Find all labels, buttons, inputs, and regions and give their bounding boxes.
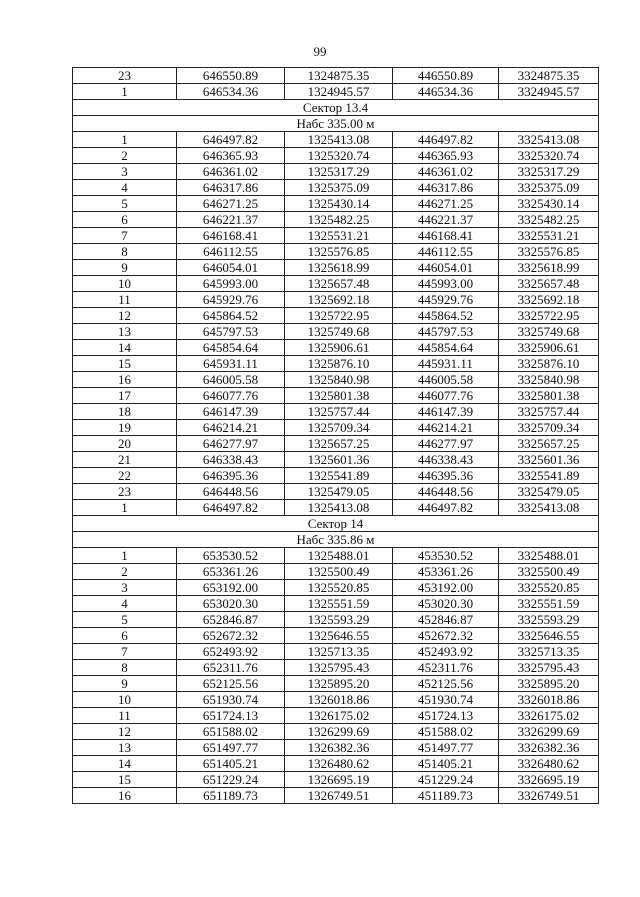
point-number-cell: 1 — [73, 500, 177, 516]
x-coordinate-cell: 652672.32 — [177, 628, 285, 644]
sector-elevation-row — [73, 116, 599, 132]
y-coordinate-cell: 1325713.35 — [285, 644, 393, 660]
table-row — [73, 596, 599, 612]
point-number-cell: 16 — [73, 372, 177, 388]
x-local-cell: 445854.64 — [393, 340, 499, 356]
x-coordinate-cell: 652125.56 — [177, 676, 285, 692]
x-local-cell: 446168.41 — [393, 228, 499, 244]
y-local-cell: 3325692.18 — [499, 292, 599, 308]
point-number-cell: 18 — [73, 404, 177, 420]
point-number-cell: 7 — [73, 644, 177, 660]
y-local-cell: 3325479.05 — [499, 484, 599, 500]
x-local-cell: 445931.11 — [393, 356, 499, 372]
x-coordinate-cell: 646497.82 — [177, 132, 285, 148]
y-local-cell: 3325413.08 — [499, 500, 599, 516]
x-coordinate-cell: 652311.76 — [177, 660, 285, 676]
table-row — [73, 756, 599, 772]
y-local-cell: 3325488.01 — [499, 548, 599, 564]
point-number-cell: 12 — [73, 724, 177, 740]
y-coordinate-cell: 1325576.85 — [285, 244, 393, 260]
x-local-cell: 446005.58 — [393, 372, 499, 388]
y-local-cell: 3326175.02 — [499, 708, 599, 724]
table-row — [73, 404, 599, 420]
point-number-cell: 19 — [73, 420, 177, 436]
y-local-cell: 3325876.10 — [499, 356, 599, 372]
x-local-cell: 446395.36 — [393, 468, 499, 484]
point-number-cell: 11 — [73, 708, 177, 724]
point-number-cell: 6 — [73, 628, 177, 644]
point-number-cell: 14 — [73, 756, 177, 772]
x-coordinate-cell: 651724.13 — [177, 708, 285, 724]
x-coordinate-cell: 645993.00 — [177, 276, 285, 292]
y-local-cell: 3325657.48 — [499, 276, 599, 292]
point-number-cell: 23 — [73, 484, 177, 500]
y-local-cell: 3325413.08 — [499, 132, 599, 148]
x-coordinate-cell: 646077.76 — [177, 388, 285, 404]
point-number-cell: 17 — [73, 388, 177, 404]
y-coordinate-cell: 1325479.05 — [285, 484, 393, 500]
table-row — [73, 580, 599, 596]
point-number-cell: 4 — [73, 596, 177, 612]
table-row — [73, 132, 599, 148]
y-local-cell: 3325657.25 — [499, 436, 599, 452]
sector-title: Сектор 14 — [73, 516, 599, 532]
y-coordinate-cell: 1325531.21 — [285, 228, 393, 244]
x-local-cell: 451930.74 — [393, 692, 499, 708]
x-local-cell: 453020.30 — [393, 596, 499, 612]
point-number-cell: 3 — [73, 580, 177, 596]
sector-title-row — [73, 516, 599, 532]
point-number-cell: 15 — [73, 772, 177, 788]
x-coordinate-cell: 651588.02 — [177, 724, 285, 740]
x-local-cell: 445929.76 — [393, 292, 499, 308]
y-local-cell: 3325709.34 — [499, 420, 599, 436]
sector-elevation: Набс 335.86 м — [73, 532, 599, 548]
table-row — [73, 68, 599, 84]
table-row — [73, 388, 599, 404]
x-coordinate-cell: 653192.00 — [177, 580, 285, 596]
point-number-cell: 23 — [73, 68, 177, 84]
y-local-cell: 3325320.74 — [499, 148, 599, 164]
y-coordinate-cell: 1325551.59 — [285, 596, 393, 612]
table-row — [73, 548, 599, 564]
x-local-cell: 451229.24 — [393, 772, 499, 788]
y-coordinate-cell: 1325430.14 — [285, 196, 393, 212]
table-row — [73, 180, 599, 196]
page-number: 99 — [313, 44, 327, 59]
x-local-cell: 446365.93 — [393, 148, 499, 164]
x-coordinate-cell: 646221.37 — [177, 212, 285, 228]
table-row — [73, 788, 599, 804]
x-local-cell: 446054.01 — [393, 260, 499, 276]
y-local-cell: 3325713.35 — [499, 644, 599, 660]
y-coordinate-cell: 1325657.48 — [285, 276, 393, 292]
y-local-cell: 3325795.43 — [499, 660, 599, 676]
x-local-cell: 451588.02 — [393, 724, 499, 740]
y-local-cell: 3326749.51 — [499, 788, 599, 804]
y-coordinate-cell: 1325375.09 — [285, 180, 393, 196]
table-row — [73, 340, 599, 356]
y-coordinate-cell: 1325895.20 — [285, 676, 393, 692]
y-local-cell: 3325618.99 — [499, 260, 599, 276]
table-row — [73, 708, 599, 724]
y-local-cell: 3325722.95 — [499, 308, 599, 324]
x-coordinate-cell: 646365.93 — [177, 148, 285, 164]
y-coordinate-cell: 1325709.34 — [285, 420, 393, 436]
table-row — [73, 196, 599, 212]
point-number-cell: 1 — [73, 132, 177, 148]
x-coordinate-cell: 645929.76 — [177, 292, 285, 308]
table-row — [73, 564, 599, 580]
y-coordinate-cell: 1325749.68 — [285, 324, 393, 340]
table-row — [73, 372, 599, 388]
y-coordinate-cell: 1325757.44 — [285, 404, 393, 420]
x-coordinate-cell: 646448.56 — [177, 484, 285, 500]
y-local-cell: 3325646.55 — [499, 628, 599, 644]
x-local-cell: 451497.77 — [393, 740, 499, 756]
y-local-cell: 3325757.44 — [499, 404, 599, 420]
point-number-cell: 7 — [73, 228, 177, 244]
x-coordinate-cell: 646168.41 — [177, 228, 285, 244]
x-coordinate-cell: 651497.77 — [177, 740, 285, 756]
x-local-cell: 446112.55 — [393, 244, 499, 260]
y-local-cell: 3325317.29 — [499, 164, 599, 180]
x-local-cell: 445864.52 — [393, 308, 499, 324]
x-coordinate-cell: 646147.39 — [177, 404, 285, 420]
y-coordinate-cell: 1325876.10 — [285, 356, 393, 372]
y-coordinate-cell: 1325413.08 — [285, 132, 393, 148]
table-row — [73, 164, 599, 180]
y-coordinate-cell: 1325801.38 — [285, 388, 393, 404]
x-coordinate-cell: 645797.53 — [177, 324, 285, 340]
y-local-cell: 3325551.59 — [499, 596, 599, 612]
y-local-cell: 3325576.85 — [499, 244, 599, 260]
x-local-cell: 452846.87 — [393, 612, 499, 628]
x-coordinate-cell: 646395.36 — [177, 468, 285, 484]
point-number-cell: 13 — [73, 324, 177, 340]
table-row — [73, 452, 599, 468]
point-number-cell: 4 — [73, 180, 177, 196]
table-row — [73, 324, 599, 340]
point-number-cell: 1 — [73, 548, 177, 564]
y-coordinate-cell: 1325500.49 — [285, 564, 393, 580]
point-number-cell: 14 — [73, 340, 177, 356]
x-local-cell: 446550.89 — [393, 68, 499, 84]
y-coordinate-cell: 1326175.02 — [285, 708, 393, 724]
x-coordinate-cell: 651229.24 — [177, 772, 285, 788]
y-coordinate-cell: 1326299.69 — [285, 724, 393, 740]
y-local-cell: 3325482.25 — [499, 212, 599, 228]
x-coordinate-cell: 651930.74 — [177, 692, 285, 708]
x-local-cell: 446361.02 — [393, 164, 499, 180]
coordinates-table — [72, 67, 599, 804]
point-number-cell: 6 — [73, 212, 177, 228]
x-local-cell: 446497.82 — [393, 132, 499, 148]
y-coordinate-cell: 1326382.36 — [285, 740, 393, 756]
y-local-cell: 3325601.36 — [499, 452, 599, 468]
y-coordinate-cell: 1326695.19 — [285, 772, 393, 788]
x-local-cell: 446317.86 — [393, 180, 499, 196]
point-number-cell: 10 — [73, 692, 177, 708]
x-coordinate-cell: 646497.82 — [177, 500, 285, 516]
x-local-cell: 446497.82 — [393, 500, 499, 516]
y-local-cell: 3325500.49 — [499, 564, 599, 580]
point-number-cell: 8 — [73, 660, 177, 676]
y-coordinate-cell: 1325840.98 — [285, 372, 393, 388]
point-number-cell: 21 — [73, 452, 177, 468]
y-coordinate-cell: 1326480.62 — [285, 756, 393, 772]
y-coordinate-cell: 1325488.01 — [285, 548, 393, 564]
sector-title: Сектор 13.4 — [73, 100, 599, 116]
x-coordinate-cell: 646550.89 — [177, 68, 285, 84]
table-row — [73, 244, 599, 260]
y-coordinate-cell: 1325413.08 — [285, 500, 393, 516]
x-coordinate-cell: 652493.92 — [177, 644, 285, 660]
x-local-cell: 451189.73 — [393, 788, 499, 804]
table-row — [73, 276, 599, 292]
y-coordinate-cell: 1325722.95 — [285, 308, 393, 324]
point-number-cell: 2 — [73, 148, 177, 164]
y-local-cell: 3325541.89 — [499, 468, 599, 484]
y-local-cell: 3325840.98 — [499, 372, 599, 388]
table-row — [73, 228, 599, 244]
y-coordinate-cell: 1325541.89 — [285, 468, 393, 484]
y-local-cell: 3325375.09 — [499, 180, 599, 196]
x-local-cell: 446214.21 — [393, 420, 499, 436]
x-local-cell: 453192.00 — [393, 580, 499, 596]
x-coordinate-cell: 645854.64 — [177, 340, 285, 356]
y-coordinate-cell: 1325657.25 — [285, 436, 393, 452]
table-row — [73, 84, 599, 100]
y-coordinate-cell: 1325520.85 — [285, 580, 393, 596]
table-row — [73, 644, 599, 660]
y-local-cell: 3326382.36 — [499, 740, 599, 756]
point-number-cell: 5 — [73, 612, 177, 628]
point-number-cell: 2 — [73, 564, 177, 580]
x-coordinate-cell: 646214.21 — [177, 420, 285, 436]
y-local-cell: 3326299.69 — [499, 724, 599, 740]
x-coordinate-cell: 646317.86 — [177, 180, 285, 196]
point-number-cell: 15 — [73, 356, 177, 372]
table-row — [73, 612, 599, 628]
x-local-cell: 446338.43 — [393, 452, 499, 468]
y-coordinate-cell: 1325906.61 — [285, 340, 393, 356]
x-local-cell: 445993.00 — [393, 276, 499, 292]
point-number-cell: 8 — [73, 244, 177, 260]
table-row — [73, 724, 599, 740]
x-coordinate-cell: 646271.25 — [177, 196, 285, 212]
x-coordinate-cell: 646277.97 — [177, 436, 285, 452]
table-row — [73, 484, 599, 500]
x-coordinate-cell: 646112.55 — [177, 244, 285, 260]
x-coordinate-cell: 651189.73 — [177, 788, 285, 804]
point-number-cell: 22 — [73, 468, 177, 484]
y-coordinate-cell: 1325482.25 — [285, 212, 393, 228]
y-local-cell: 3325749.68 — [499, 324, 599, 340]
table-row — [73, 436, 599, 452]
x-local-cell: 446534.36 — [393, 84, 499, 100]
x-coordinate-cell: 653530.52 — [177, 548, 285, 564]
y-coordinate-cell: 1325593.29 — [285, 612, 393, 628]
point-number-cell: 16 — [73, 788, 177, 804]
x-local-cell: 446077.76 — [393, 388, 499, 404]
y-local-cell: 3326695.19 — [499, 772, 599, 788]
x-coordinate-cell: 645931.11 — [177, 356, 285, 372]
y-local-cell: 3324875.35 — [499, 68, 599, 84]
y-coordinate-cell: 1325692.18 — [285, 292, 393, 308]
table-row — [73, 740, 599, 756]
table-row — [73, 676, 599, 692]
point-number-cell: 13 — [73, 740, 177, 756]
table-row — [73, 468, 599, 484]
x-local-cell: 452125.56 — [393, 676, 499, 692]
y-coordinate-cell: 1326018.86 — [285, 692, 393, 708]
y-coordinate-cell: 1325618.99 — [285, 260, 393, 276]
x-local-cell: 451724.13 — [393, 708, 499, 724]
x-coordinate-cell: 646361.02 — [177, 164, 285, 180]
x-local-cell: 452493.92 — [393, 644, 499, 660]
y-coordinate-cell: 1325646.55 — [285, 628, 393, 644]
y-local-cell: 3325531.21 — [499, 228, 599, 244]
table-row — [73, 356, 599, 372]
y-coordinate-cell: 1325795.43 — [285, 660, 393, 676]
point-number-cell: 20 — [73, 436, 177, 452]
y-local-cell: 3326480.62 — [499, 756, 599, 772]
point-number-cell: 1 — [73, 84, 177, 100]
x-local-cell: 446271.25 — [393, 196, 499, 212]
x-coordinate-cell: 646054.01 — [177, 260, 285, 276]
point-number-cell: 9 — [73, 676, 177, 692]
y-coordinate-cell: 1324875.35 — [285, 68, 393, 84]
y-coordinate-cell: 1325317.29 — [285, 164, 393, 180]
table-row — [73, 772, 599, 788]
x-coordinate-cell: 651405.21 — [177, 756, 285, 772]
sector-elevation: Набс 335.00 м — [73, 116, 599, 132]
x-local-cell: 446448.56 — [393, 484, 499, 500]
y-local-cell: 3325430.14 — [499, 196, 599, 212]
x-local-cell: 452311.76 — [393, 660, 499, 676]
x-local-cell: 446147.39 — [393, 404, 499, 420]
x-coordinate-cell: 653361.26 — [177, 564, 285, 580]
y-local-cell: 3326018.86 — [499, 692, 599, 708]
y-coordinate-cell: 1325601.36 — [285, 452, 393, 468]
table-row — [73, 148, 599, 164]
x-coordinate-cell: 646338.43 — [177, 452, 285, 468]
sector-elevation-row — [73, 532, 599, 548]
table-row — [73, 692, 599, 708]
table-row — [73, 212, 599, 228]
x-local-cell: 453530.52 — [393, 548, 499, 564]
point-number-cell: 10 — [73, 276, 177, 292]
point-number-cell: 5 — [73, 196, 177, 212]
point-number-cell: 11 — [73, 292, 177, 308]
point-number-cell: 12 — [73, 308, 177, 324]
x-local-cell: 445797.53 — [393, 324, 499, 340]
table-row — [73, 308, 599, 324]
y-coordinate-cell: 1325320.74 — [285, 148, 393, 164]
sector-title-row — [73, 100, 599, 116]
point-number-cell: 9 — [73, 260, 177, 276]
y-coordinate-cell: 1324945.57 — [285, 84, 393, 100]
x-coordinate-cell: 652846.87 — [177, 612, 285, 628]
table-row — [73, 260, 599, 276]
x-local-cell: 446221.37 — [393, 212, 499, 228]
y-local-cell: 3325593.29 — [499, 612, 599, 628]
x-local-cell: 453361.26 — [393, 564, 499, 580]
x-local-cell: 452672.32 — [393, 628, 499, 644]
y-local-cell: 3324945.57 — [499, 84, 599, 100]
point-number-cell: 3 — [73, 164, 177, 180]
x-coordinate-cell: 646005.58 — [177, 372, 285, 388]
y-coordinate-cell: 1326749.51 — [285, 788, 393, 804]
y-local-cell: 3325895.20 — [499, 676, 599, 692]
x-coordinate-cell: 645864.52 — [177, 308, 285, 324]
table-row — [73, 660, 599, 676]
x-coordinate-cell: 653020.30 — [177, 596, 285, 612]
y-local-cell: 3325520.85 — [499, 580, 599, 596]
y-local-cell: 3325801.38 — [499, 388, 599, 404]
table-row — [73, 500, 599, 516]
table-row — [73, 420, 599, 436]
table-row — [73, 292, 599, 308]
x-local-cell: 446277.97 — [393, 436, 499, 452]
table-row — [73, 628, 599, 644]
coordinates-table-body — [73, 68, 599, 804]
x-coordinate-cell: 646534.36 — [177, 84, 285, 100]
y-local-cell: 3325906.61 — [499, 340, 599, 356]
x-local-cell: 451405.21 — [393, 756, 499, 772]
